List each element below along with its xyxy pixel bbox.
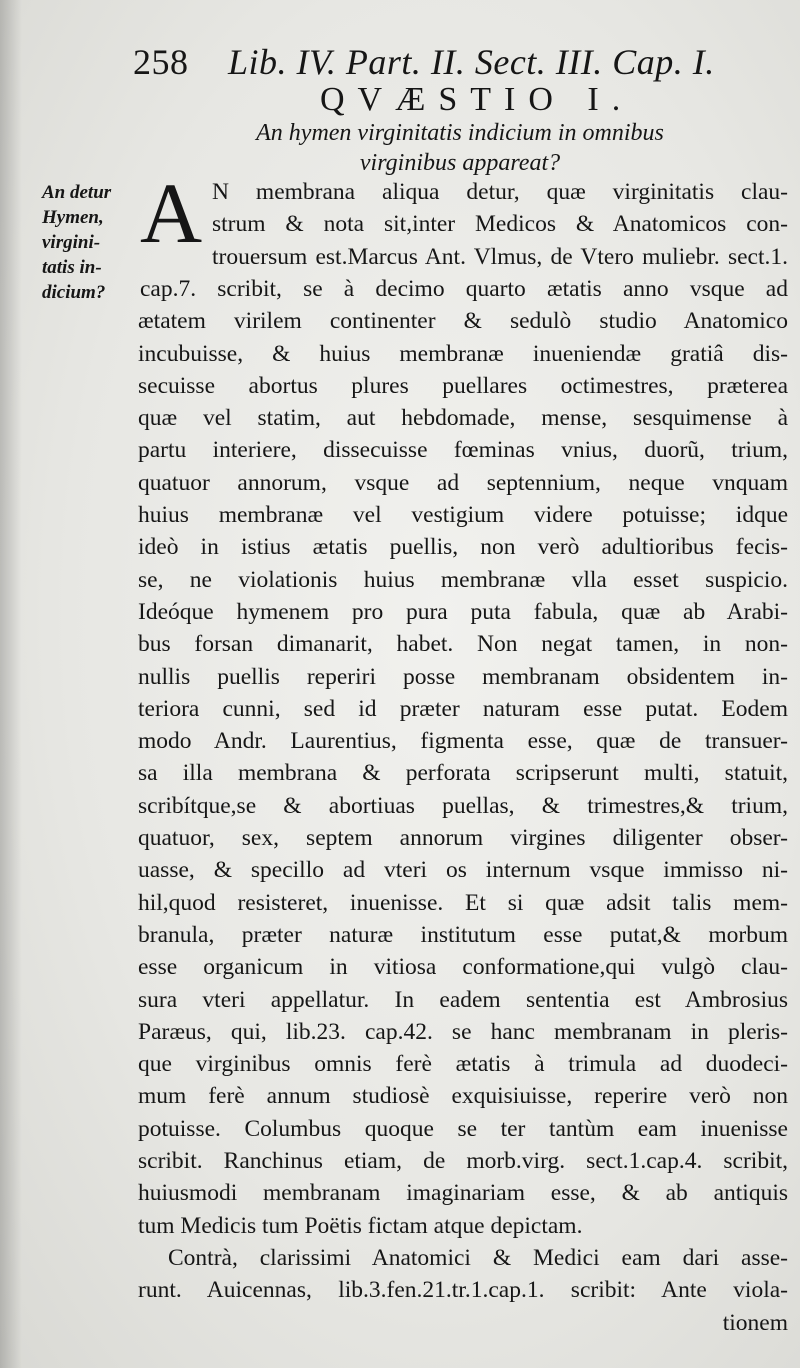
marginal-note-line: An detur: [42, 182, 112, 203]
text-line: quatuor, sex, septem annorum virgines diligenter obser-: [138, 825, 788, 851]
text-line: partu interiere, dissecuisse fœminas vnius, duorũ, trium,: [138, 437, 788, 464]
text-line: scribit. Ranchinus etiam, de morb.virg. sect.1.cap.4. scribit,: [138, 1148, 788, 1174]
text-line: ætatem virilem continenter & sedulò studio Anatomico: [138, 308, 788, 335]
text-line: potuisse. Columbus quoque se ter tantùm eam inuenisse: [138, 1115, 788, 1142]
text-line: ideò in istius ætatis puellis, non verò adultioribus fecis-: [138, 534, 788, 561]
marginal-note-line: dicium?: [42, 282, 106, 303]
marginal-note: [42, 180, 142, 305]
text-line: branula, præter naturæ institutum esse putat,& morbum: [138, 921, 788, 948]
text-line: cap.7. scribit, se à decimo quarto ætatis anno vsque ad: [140, 275, 788, 302]
text-line: huiusmodi membranam imaginariam esse, & ab antiquis: [138, 1180, 788, 1207]
text-line: nullis puellis reperiri posse membranam obsidentem in-: [138, 663, 788, 690]
text-line: hil,quod resisteret, inuenisse. Et si quæ adsit talis mem-: [138, 889, 788, 916]
text-line: sura vteri appellatur. In eadem sententia est Ambrosius: [138, 986, 788, 1013]
marginal-note-line: virgini-: [42, 232, 101, 253]
text-line: trouersum est.Marcus Ant. Vlmus, de Vtero muliebr. sect.1.: [212, 243, 788, 270]
text-line: uasse, & specillo ad vteri os internum vsque immisso ni-: [138, 857, 788, 884]
page-fold-shadow: [0, 0, 22, 1368]
text-line: Paræus, qui, lib.23. cap.42. se hanc membranam in pleris-: [138, 1018, 788, 1045]
text-line: runt. Auicennas, lib.3.fen.21.tr.1.cap.1. scribit: Ante viola-: [138, 1277, 788, 1304]
text-line: Contrà, clarissimi Anatomici & Medici eam dari asse-: [168, 1244, 788, 1271]
text-line: strum & nota sit,inter Medicos & Anatomicos con-: [212, 211, 788, 238]
marginal-note-line: Hymen,: [42, 207, 104, 228]
text-line: quæ vel statim, aut hebdomade, mense, sesquimense à: [138, 405, 788, 432]
text-line: mum ferè annum studiosè exquisiuisse, reperire verò non: [138, 1083, 788, 1110]
running-head: [133, 38, 773, 86]
page-number: 258: [133, 42, 189, 82]
running-title: Lib. IV. Part. II. Sect. III. Cap. I.: [228, 42, 715, 82]
text-line: N membrana aliqua detur, quæ virginitatis clau-: [212, 179, 788, 205]
text-line: que virginibus omnis ferè ætatis à trimula ad duodeci-: [138, 1051, 788, 1078]
text-line: incubuisse, & huius membranæ inueniendæ gratiâ dis-: [138, 340, 788, 367]
question-subtitle-line: An hymen virginitatis indicium in omnibus: [256, 120, 664, 146]
question-title: QVÆSTIO I.: [320, 81, 634, 118]
question-subtitle-line: virginibus appareat?: [359, 150, 561, 176]
text-line: modo Andr. Laurentius, figmenta esse, quæ de transuer-: [138, 728, 788, 755]
text-line: tionem: [722, 1309, 788, 1336]
text-line: quatuor annorum, vsque ad septennium, neque vnquam: [138, 469, 788, 496]
text-line: tum Medicis tum Poëtis fictam atque depictam.: [138, 1212, 583, 1239]
marginal-note-line: tatis in-: [42, 257, 102, 278]
text-line: sa illa membrana & perforata scripserunt multi, statuit,: [138, 760, 788, 787]
text-line: se, ne violationis huius membranæ vlla esset suspicio.: [138, 566, 788, 593]
text-line: bus forsan dimanarit, habet. Non negat tamen, in non-: [138, 631, 788, 658]
text-line: scribítque,se & abortiuas puellas, & trimestres,& trium,: [138, 792, 788, 819]
text-line: Ideóque hymenem pro pura puta fabula, quæ ab Arabi-: [138, 598, 788, 625]
text-line: secuisse abortus plures puellares octimestres, præterea: [138, 372, 788, 399]
text-line: teriora cunni, sed id præter naturam esse putat. Eodem: [138, 695, 788, 722]
drop-cap: A: [140, 165, 203, 261]
text-line: esse organicum in vitiosa conformatione,qui vulgò clau-: [138, 954, 788, 981]
text-line: huius membranæ vel vestigium videre potuisse; idque: [138, 502, 788, 528]
